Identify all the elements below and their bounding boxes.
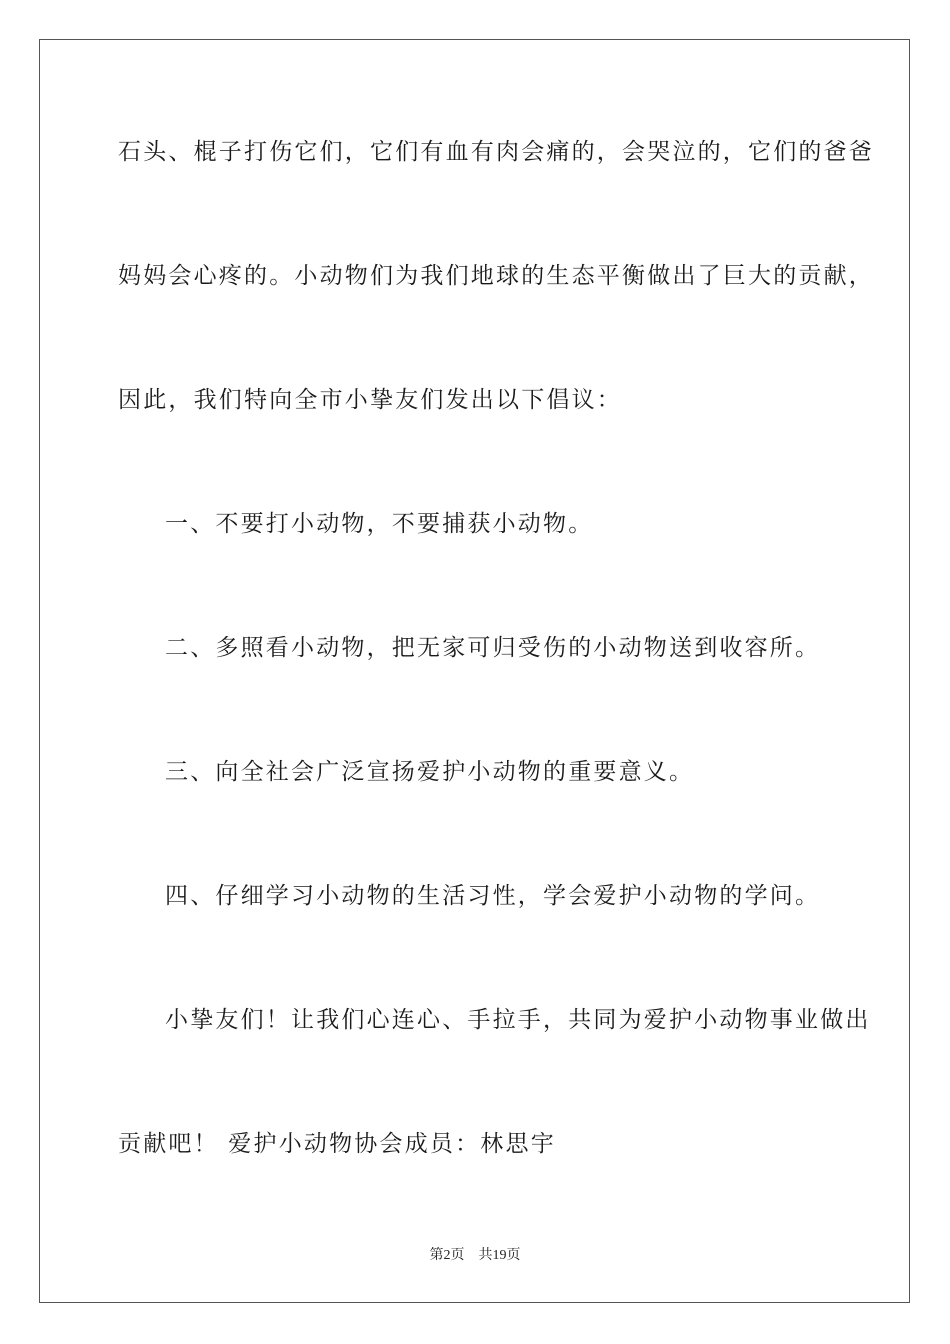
page-footer bbox=[0, 1246, 950, 1266]
proposal-item-3: 三、向全社会广泛宣扬爱护小动物的重要意义。 bbox=[165, 759, 695, 785]
page-number: 第2页 bbox=[429, 1248, 465, 1263]
proposal-item-1: 一、不要打小动物，不要捕获小动物。 bbox=[165, 511, 594, 537]
proposal-item-2: 二、多照看小动物，把无家可归受伤的小动物送到收容所。 bbox=[165, 635, 821, 661]
body-line-2: 妈妈会心疼的。小动物们为我们地球的生态平衡做出了巨大的贡献， bbox=[118, 263, 874, 289]
closing-line-2: 贡献吧！ 爱护小动物协会成员：林思宇 bbox=[118, 1131, 556, 1157]
body-line-1: 石头、棍子打伤它们，它们有血有肉会痛的，会哭泣的，它们的爸爸 bbox=[118, 139, 874, 165]
body-line-3: 因此，我们特向全市小挚友们发出以下倡议： bbox=[118, 387, 622, 413]
page-total: 共19页 bbox=[478, 1248, 521, 1263]
page-frame bbox=[39, 39, 910, 1303]
closing-line-1: 小挚友们！让我们心连心、手拉手，共同为爱护小动物事业做出 bbox=[165, 1007, 871, 1033]
proposal-item-4: 四、仔细学习小动物的生活习性，学会爱护小动物的学问。 bbox=[165, 883, 821, 909]
